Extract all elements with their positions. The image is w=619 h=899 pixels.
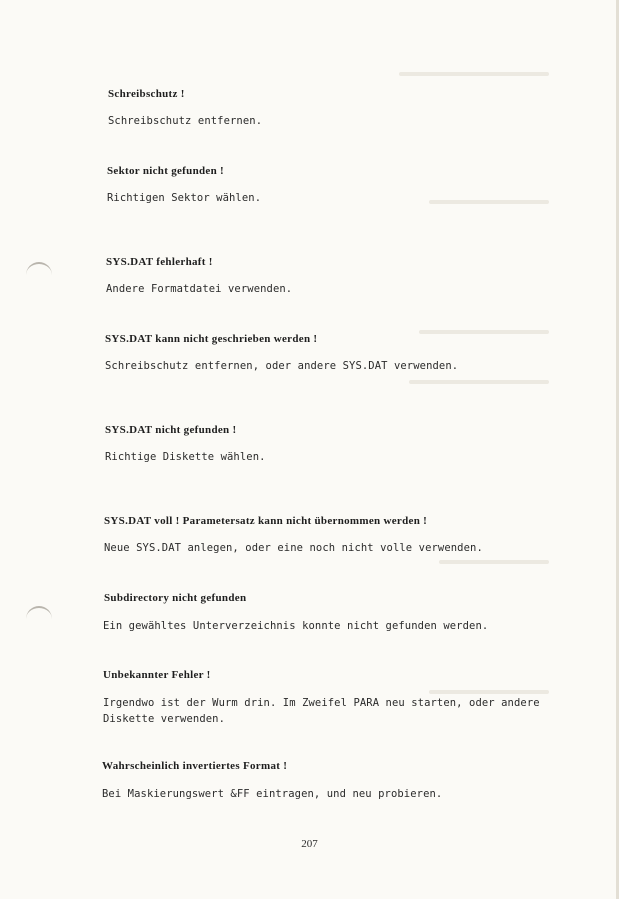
error-description: Schreibschutz entfernen, oder andere SYS.DAT verwenden. bbox=[105, 360, 459, 372]
error-description: Neue SYS.DAT anlegen, oder eine noch nicht volle verwenden. bbox=[104, 542, 483, 554]
error-heading: Wahrscheinlich invertiertes Format ! bbox=[102, 760, 288, 772]
show-through-mark bbox=[399, 72, 549, 76]
show-through-mark bbox=[429, 690, 549, 694]
punch-hole-mark bbox=[26, 606, 52, 622]
error-description: Schreibschutz entfernen. bbox=[108, 115, 263, 127]
error-heading: Unbekannter Fehler ! bbox=[103, 669, 211, 681]
show-through-mark bbox=[409, 380, 549, 384]
error-description: Irgendwo ist der Wurm drin. Im Zweifel PARA neu starten, oder andere Diskette verwenden. bbox=[103, 697, 547, 725]
error-heading: SYS.DAT kann nicht geschrieben werden ! bbox=[105, 333, 318, 345]
error-heading: Sektor nicht gefunden ! bbox=[107, 165, 225, 177]
error-heading: SYS.DAT nicht gefunden ! bbox=[105, 424, 237, 436]
show-through-mark bbox=[439, 560, 549, 564]
show-through-mark bbox=[419, 330, 549, 334]
error-description: Bei Maskierungswert &FF eintragen, und neu probieren. bbox=[102, 788, 443, 800]
error-heading: Schreibschutz ! bbox=[108, 88, 185, 100]
error-description: Richtigen Sektor wählen. bbox=[107, 192, 262, 204]
error-heading: SYS.DAT voll ! Parametersatz kann nicht übernommen werden ! bbox=[104, 515, 428, 527]
error-heading: Subdirectory nicht gefunden bbox=[104, 592, 247, 604]
error-description: Andere Formatdatei verwenden. bbox=[106, 283, 293, 295]
page-number: 207 bbox=[301, 838, 318, 850]
error-heading: SYS.DAT fehlerhaft ! bbox=[106, 256, 213, 268]
error-description: Ein gewähltes Unterverzeichnis konnte nicht gefunden werden. bbox=[103, 620, 489, 632]
error-description: Richtige Diskette wählen. bbox=[105, 451, 266, 463]
punch-hole-mark bbox=[26, 262, 52, 278]
